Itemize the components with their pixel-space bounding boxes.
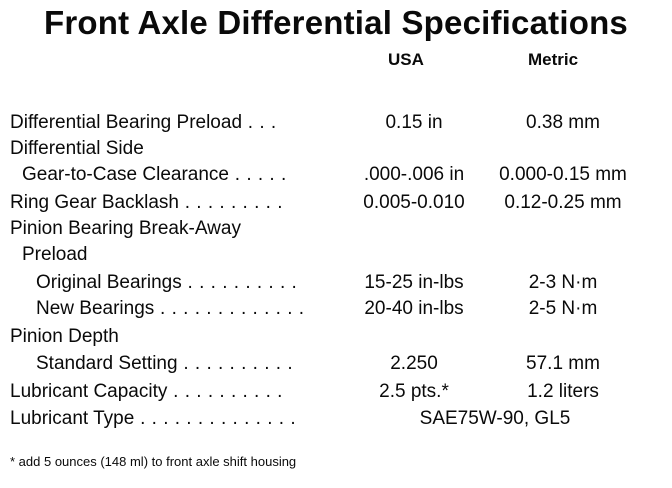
spec-label: Standard Setting . . . . . . . . . .: [36, 353, 294, 374]
usa-value: 15-25 in-lbs: [364, 272, 464, 293]
metric-value: 2-3 N·m: [528, 272, 598, 293]
spec-label: Pinion Bearing Break-Away: [10, 218, 241, 239]
spec-label: Differential Side: [10, 138, 144, 159]
spec-row-pinion-bearing-break-away: [0, 216, 672, 242]
usa-value: 0.15 in: [385, 112, 443, 133]
metric-column-header: Metric: [528, 50, 579, 69]
spec-label: Original Bearings . . . . . . . . . .: [36, 272, 298, 293]
spec-row-lubricant-type: [0, 406, 672, 432]
spec-label: Preload: [22, 244, 88, 265]
spec-label: Ring Gear Backlash . . . . . . . . .: [10, 192, 283, 213]
spec-row-original-bearings: [0, 270, 672, 296]
metric-value: 1.2 liters: [527, 381, 599, 402]
spec-row-differential-side: [0, 136, 672, 162]
spec-label: Gear-to-Case Clearance . . . . .: [22, 164, 287, 185]
usa-value: 0.005-0.010: [363, 192, 465, 213]
spec-label: Differential Bearing Preload . . .: [10, 112, 277, 133]
spec-row-new-bearings: [0, 296, 672, 322]
spec-row-standard-setting: [0, 351, 672, 377]
usa-value: 2.5 pts.*: [379, 381, 449, 402]
spec-label: Pinion Depth: [10, 326, 119, 347]
footnote: * add 5 ounces (148 ml) to front axle shift housing: [10, 454, 297, 469]
metric-value: 0.38 mm: [526, 112, 600, 133]
metric-value: 2-5 N·m: [528, 298, 598, 319]
lubricant-type-value: SAE75W-90, GL5: [419, 408, 571, 429]
spec-label: Lubricant Type . . . . . . . . . . . . . .: [10, 408, 297, 429]
spec-label: New Bearings . . . . . . . . . . . . .: [36, 298, 305, 319]
spec-row-pinion-depth: [0, 324, 672, 350]
usa-value: 2.250: [390, 353, 438, 374]
usa-value: 20-40 in-lbs: [364, 298, 464, 319]
spec-row-preload: [0, 242, 672, 268]
usa-column-header: USA: [388, 50, 424, 69]
spec-row-lubricant-capacity: [0, 379, 672, 405]
spec-row-gear-to-case-clearance: [0, 162, 672, 188]
page-title: Front Axle Differential Specifications: [44, 4, 628, 41]
spec-row-ring-gear-backlash: [0, 190, 672, 216]
usa-value: .000-.006 in: [363, 164, 465, 185]
spec-row-differential-bearing-preload: [0, 110, 672, 136]
spec-label: Lubricant Capacity . . . . . . . . . .: [10, 381, 283, 402]
metric-value: 0.12-0.25 mm: [504, 192, 622, 213]
metric-value: 0.000-0.15 mm: [499, 164, 627, 185]
metric-value: 57.1 mm: [526, 353, 600, 374]
